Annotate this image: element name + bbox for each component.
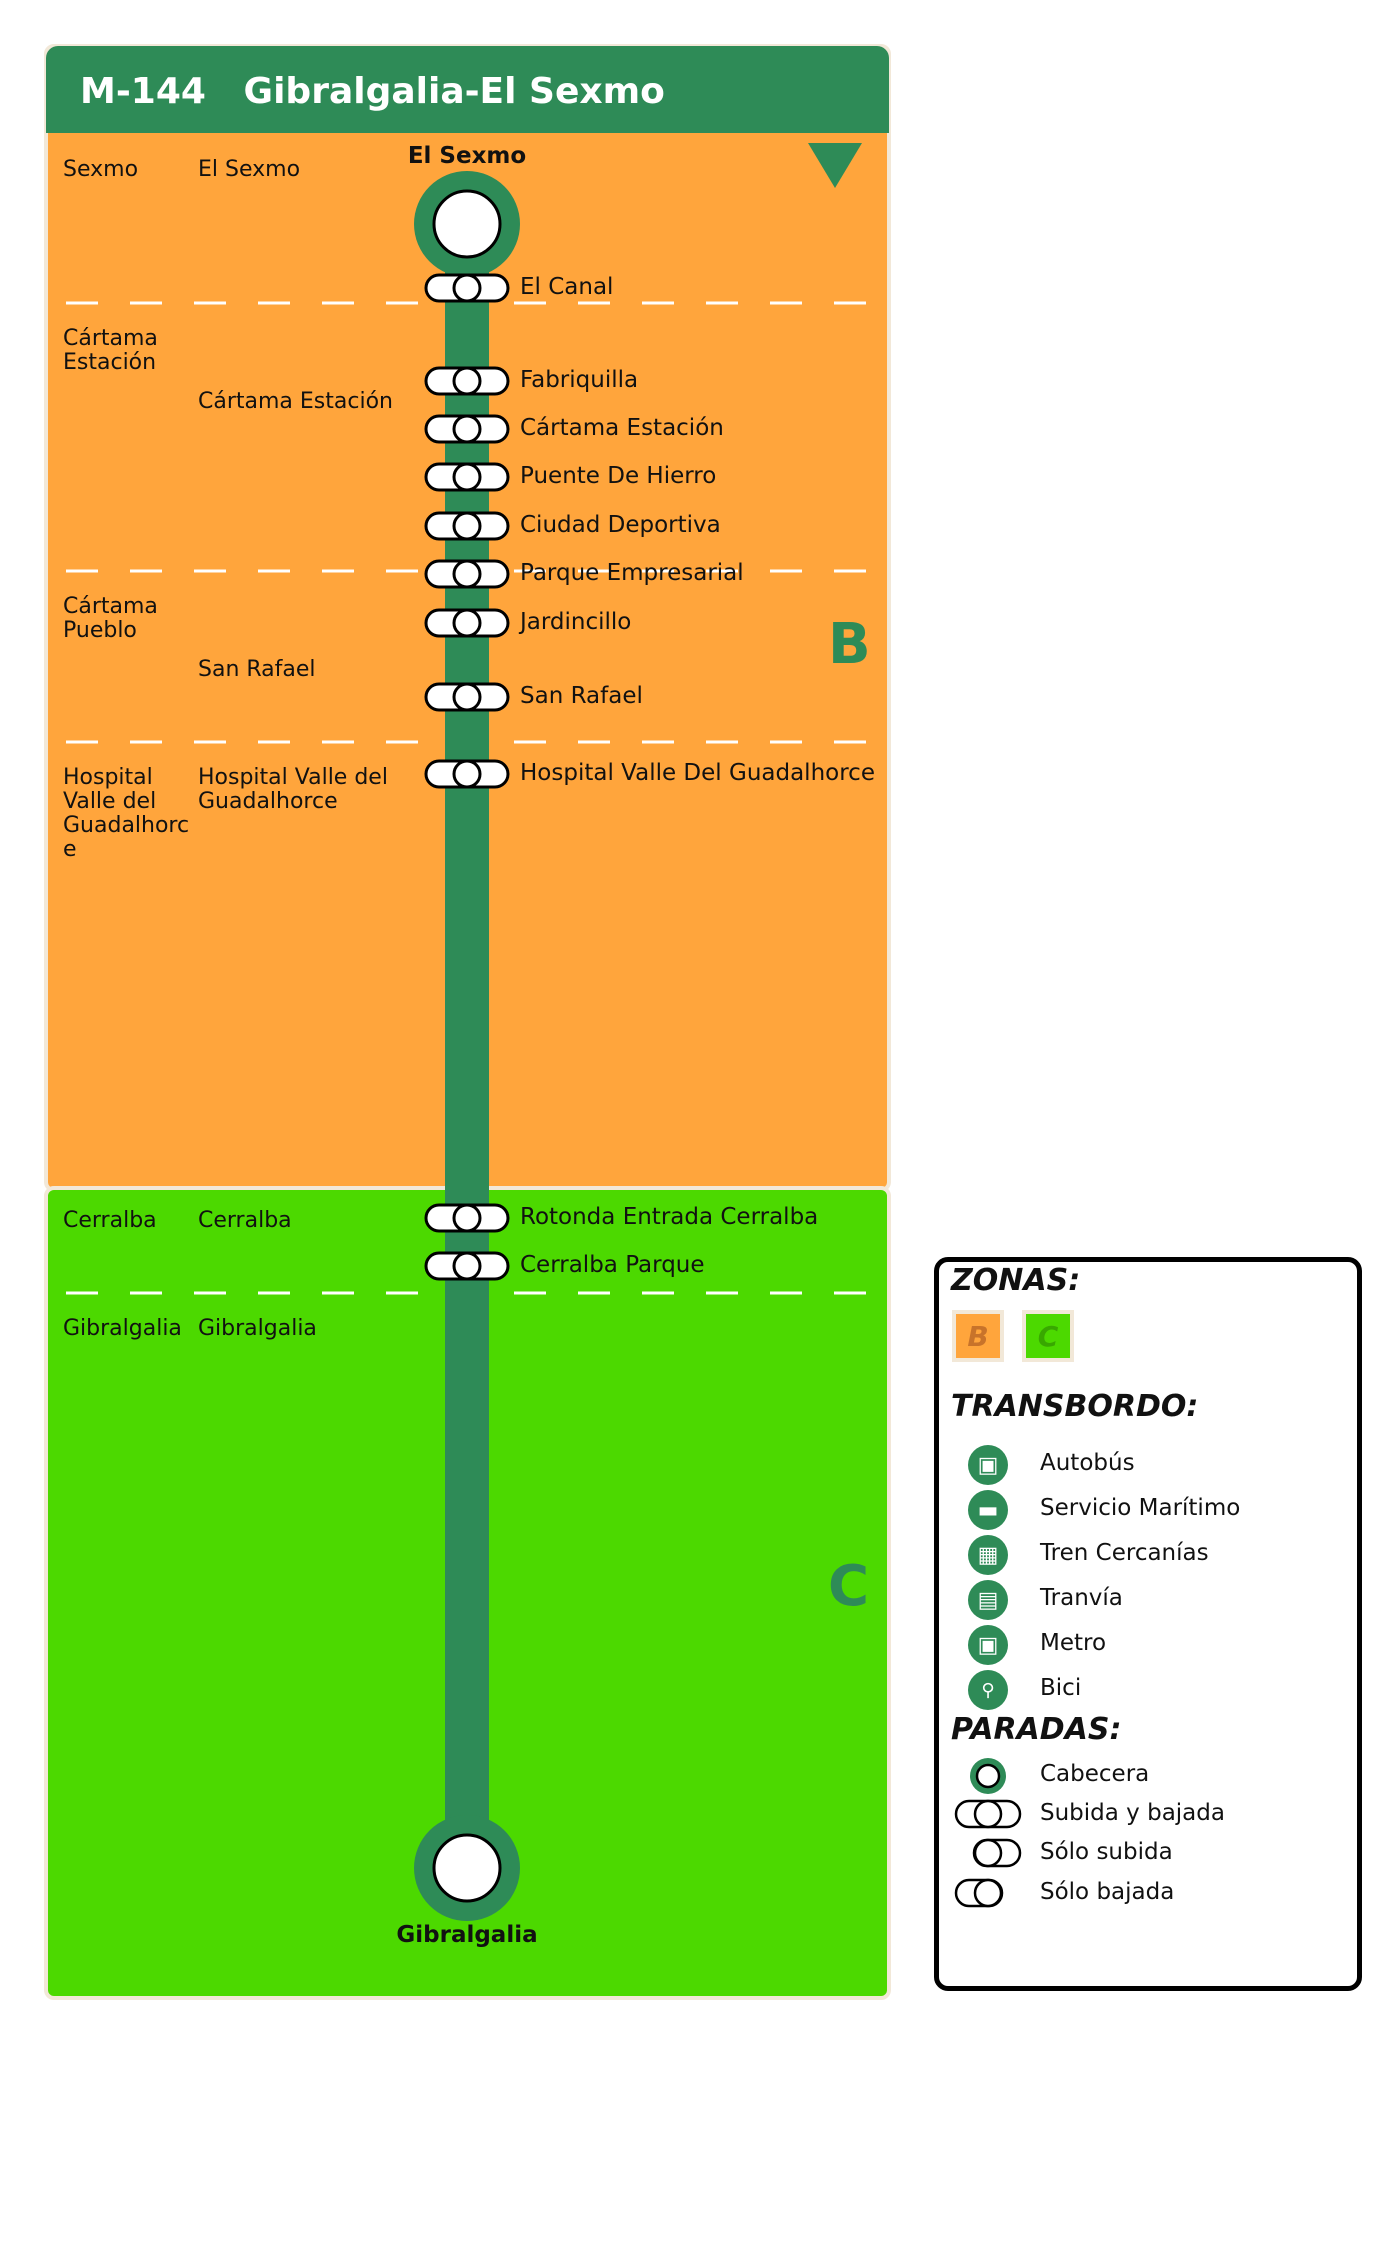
section-locality: San Rafael [198,657,316,682]
stop-label: Fabriquilla [520,367,639,393]
train-icon: ▦ [968,1535,1008,1575]
stop-label: Cártama Estación [520,415,724,441]
terminal-stop-icon [970,1758,1006,1794]
section-municipality: Gibralgalia [63,1316,182,1341]
line-code: M-144 [80,71,206,112]
section-municipality: Sexmo [63,157,139,182]
metro-icon: ▣ [968,1625,1008,1665]
bus-icon: ▣ [968,1445,1008,1485]
legend-transfer-label: Autobús [1040,1450,1135,1476]
section-municipality: Cártama Estación [63,326,158,375]
stop-label: El Canal [520,274,614,300]
section-municipality: Cerralba [63,1208,157,1233]
legend-transfer-label: Bici [1040,1675,1082,1701]
stop-label: San Rafael [520,683,643,709]
section-locality: Cerralba [198,1208,292,1233]
section-locality: El Sexmo [198,157,301,182]
legend-transfer-label: Servicio Marítimo [1040,1495,1241,1521]
legend-zone-b-swatch: B [952,1310,1004,1362]
stop-label: Puente De Hierro [520,463,717,489]
section-locality: Gibralgalia [198,1316,317,1341]
legend-stop-label: Sólo bajada [1040,1879,1175,1905]
legend-stop-label: Sólo subida [1040,1839,1173,1865]
stop-label: Hospital Valle Del Guadalhorce [520,760,875,786]
section-municipality: Cártama Pueblo [63,594,158,643]
section-locality: Hospital Valle del Guadalhorce [198,765,388,814]
legend-transfer-label: Metro [1040,1630,1107,1656]
bike-icon: ⚲ [968,1670,1008,1710]
terminal-top-label: El Sexmo [407,143,527,169]
legend-stop-label: Subida y bajada [1040,1800,1225,1826]
legend-transfer-label: Tren Cercanías [1040,1540,1209,1566]
legend-stops-heading: PARADAS: [951,1712,1122,1747]
boarding-alighting-stop-icon [956,1801,1020,1827]
boarding-only-stop-icon [974,1840,1020,1866]
ferry-icon: ▬ [968,1490,1008,1530]
line-name: Gibralgalia-El Sexmo [243,71,665,112]
alighting-only-stop-icon [956,1880,1002,1906]
section-locality: Cártama Estación [198,389,393,414]
legend-transfer-label: Tranvía [1040,1585,1123,1611]
legend-zone-c-swatch: C [1022,1310,1074,1362]
terminal-bottom-label: Gibralgalia [396,1922,538,1948]
zone-c-letter: C [828,1554,870,1619]
legend-zones-heading: ZONAS: [951,1263,1081,1298]
legend-transfer-heading: TRANSBORDO: [951,1389,1199,1424]
stop-label: Parque Empresarial [520,560,744,586]
stop-label: Rotonda Entrada Cerralba [520,1204,819,1230]
stop-label: Ciudad Deportiva [520,512,721,538]
section-municipality: Hospital Valle del Guadalhorc e [63,765,190,862]
legend-stop-label: Cabecera [1040,1761,1150,1787]
stop-label: Jardincillo [520,609,632,635]
zone-b-letter: B [828,612,871,677]
tram-icon: ▤ [968,1580,1008,1620]
stop-label: Cerralba Parque [520,1252,705,1278]
